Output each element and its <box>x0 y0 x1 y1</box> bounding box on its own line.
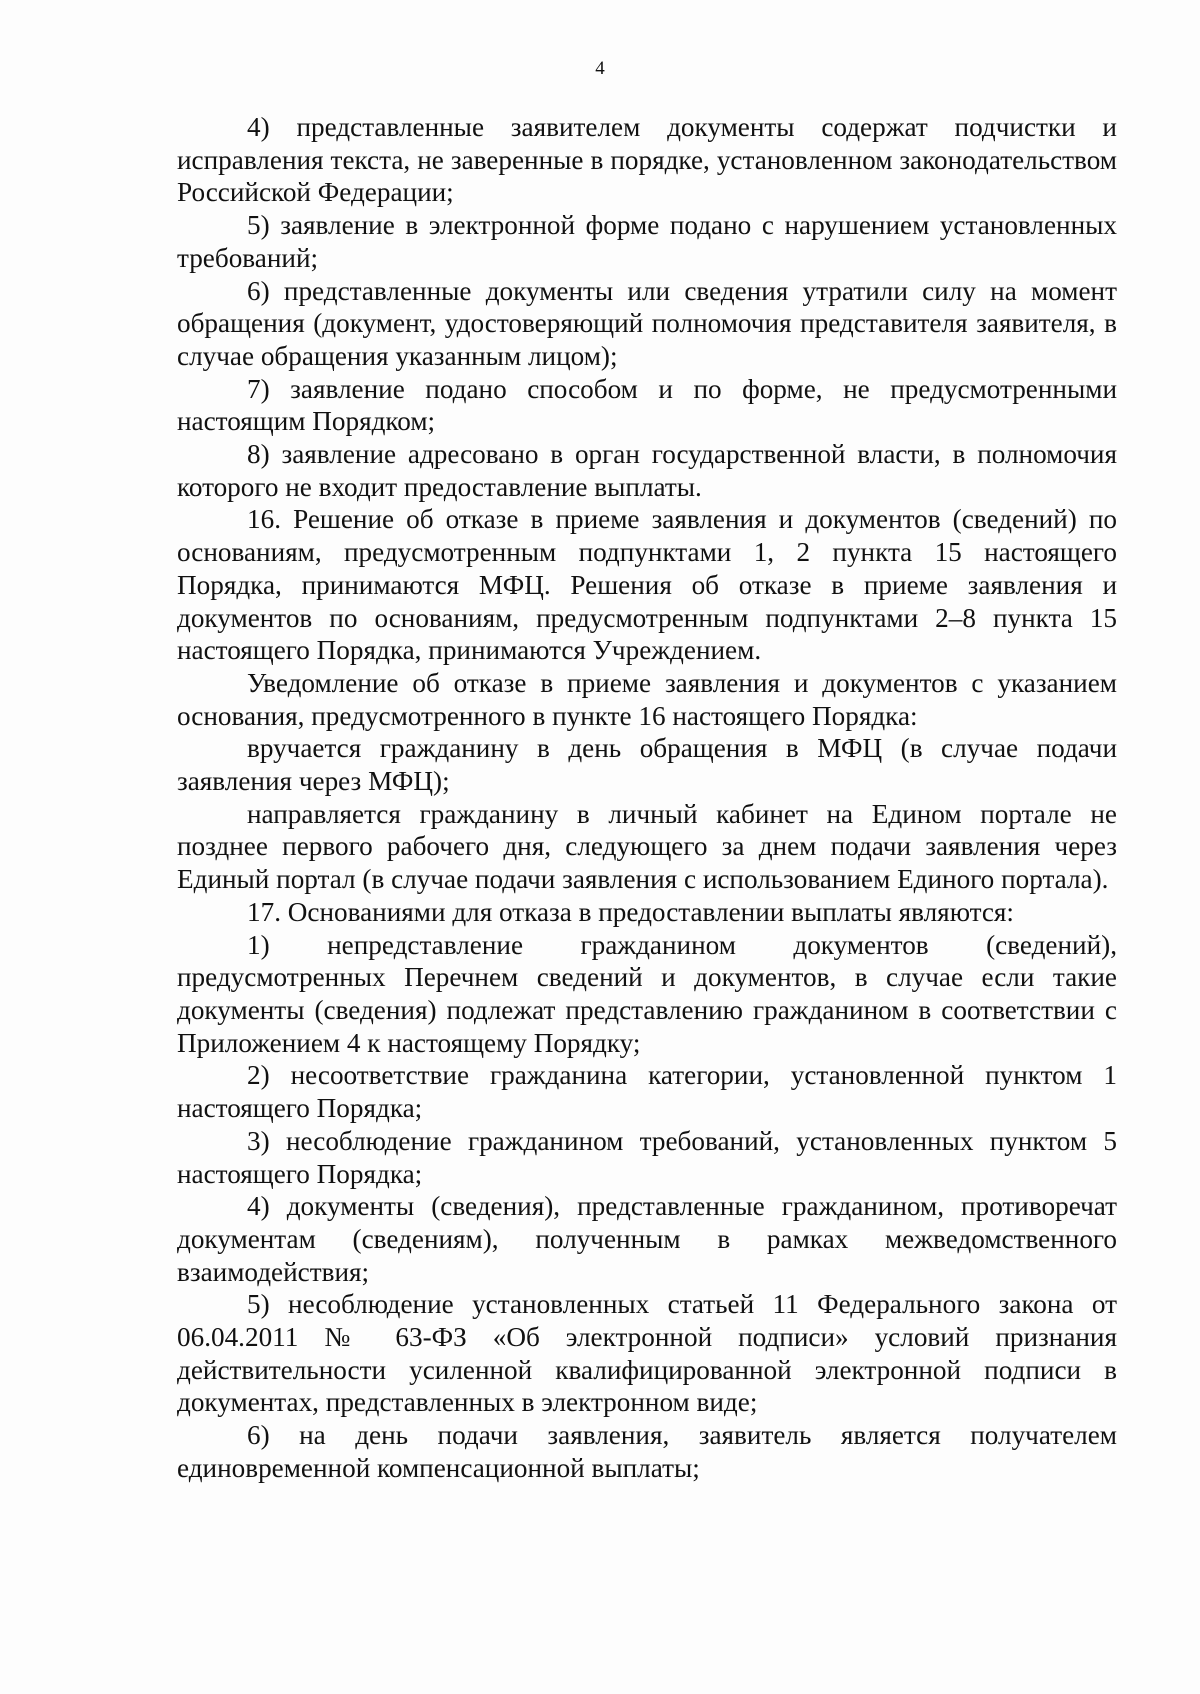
paragraph-clause-17: 17. Основаниями для отказа в предоставлении выплаты являются: <box>247 896 1014 927</box>
paragraph-notification: Уведомление об отказе в приеме заявления и документов с указанием основания, предусмотренного в пункте 16 настоящего Порядка: <box>177 667 1117 731</box>
document-body <box>177 111 1117 1485</box>
paragraph-item-4: 4) представленные заявителем документы содержат подчистки и исправления текста, не заверенные в порядке, установленном законодательством Российской Федерации; <box>177 112 1117 208</box>
paragraph-item-5: 5) заявление в электронной форме подано с нарушением установленных требований; <box>177 210 1117 273</box>
paragraph-ground-2: 2) несоответствие гражданина категории, установленной пунктом 1 настоящего Порядка; <box>177 1060 1117 1124</box>
paragraph-ground-5: 5) несоблюдение установленных статьей 11 Федерального закона от 06.04.2011 № 63-ФЗ «Об электронной подписи» условий признания действительности усиленной квалифицированной электронной подписи в документах, представленных в электронном виде; <box>177 1289 1117 1418</box>
paragraph-clause-16: 16. Решение об отказе в приеме заявления и документов (сведений) по основаниям, предусмотренным подпунктами 1, 2 пункта 15 настоящего Порядка, принимаются МФЦ. Решения об отказе в приеме заявления и документов по основаниям, предусмотренным подпунктами 2–8 пункта 15 настоящего Порядка, принимаются Учреждением. <box>177 504 1117 666</box>
paragraph-delivery-portal: направляется гражданину в личный кабинет на Едином портале не позднее первого рабочего дня, следующего за днем подачи заявления через Единый портал (в случае подачи заявления с использованием Единого портала). <box>177 798 1117 895</box>
paragraph-ground-1: 1) непредставление гражданином документов (сведений), предусмотренных Перечнем сведений и документов, в случае если такие документы (сведения) подлежат представлению гражданином в соответствии с Приложением 4 к настоящему Порядку; <box>177 929 1117 1058</box>
paragraph-item-8: 8) заявление адресовано в орган государственной власти, в полномочия которого не входит предоставление выплаты. <box>177 439 1117 502</box>
paragraph-item-6: 6) представленные документы или сведения утратили силу на момент обращения (документ, удостоверяющий полномочия представителя заявителя, в случае обращения указанным лицом); <box>177 275 1117 371</box>
paragraph-ground-3: 3) несоблюдение гражданином требований, установленных пунктом 5 настоящего Порядка; <box>177 1125 1117 1189</box>
paragraph-ground-6: 6) на день подачи заявления, заявитель является получателем единовременной компенсационной выплаты; <box>177 1420 1117 1483</box>
paragraph-item-7: 7) заявление подано способом и по форме, не предусмотренными настоящим Порядком; <box>177 373 1117 437</box>
paragraph-delivery-mfc: вручается гражданину в день обращения в МФЦ (в случае подачи заявления через МФЦ); <box>177 733 1117 797</box>
paragraph-ground-4: 4) документы (сведения), представленные гражданином, противоречат документам (сведениям), полученным в рамках межведомственного взаимодействия; <box>177 1191 1117 1287</box>
page-number: 4 <box>595 58 605 79</box>
